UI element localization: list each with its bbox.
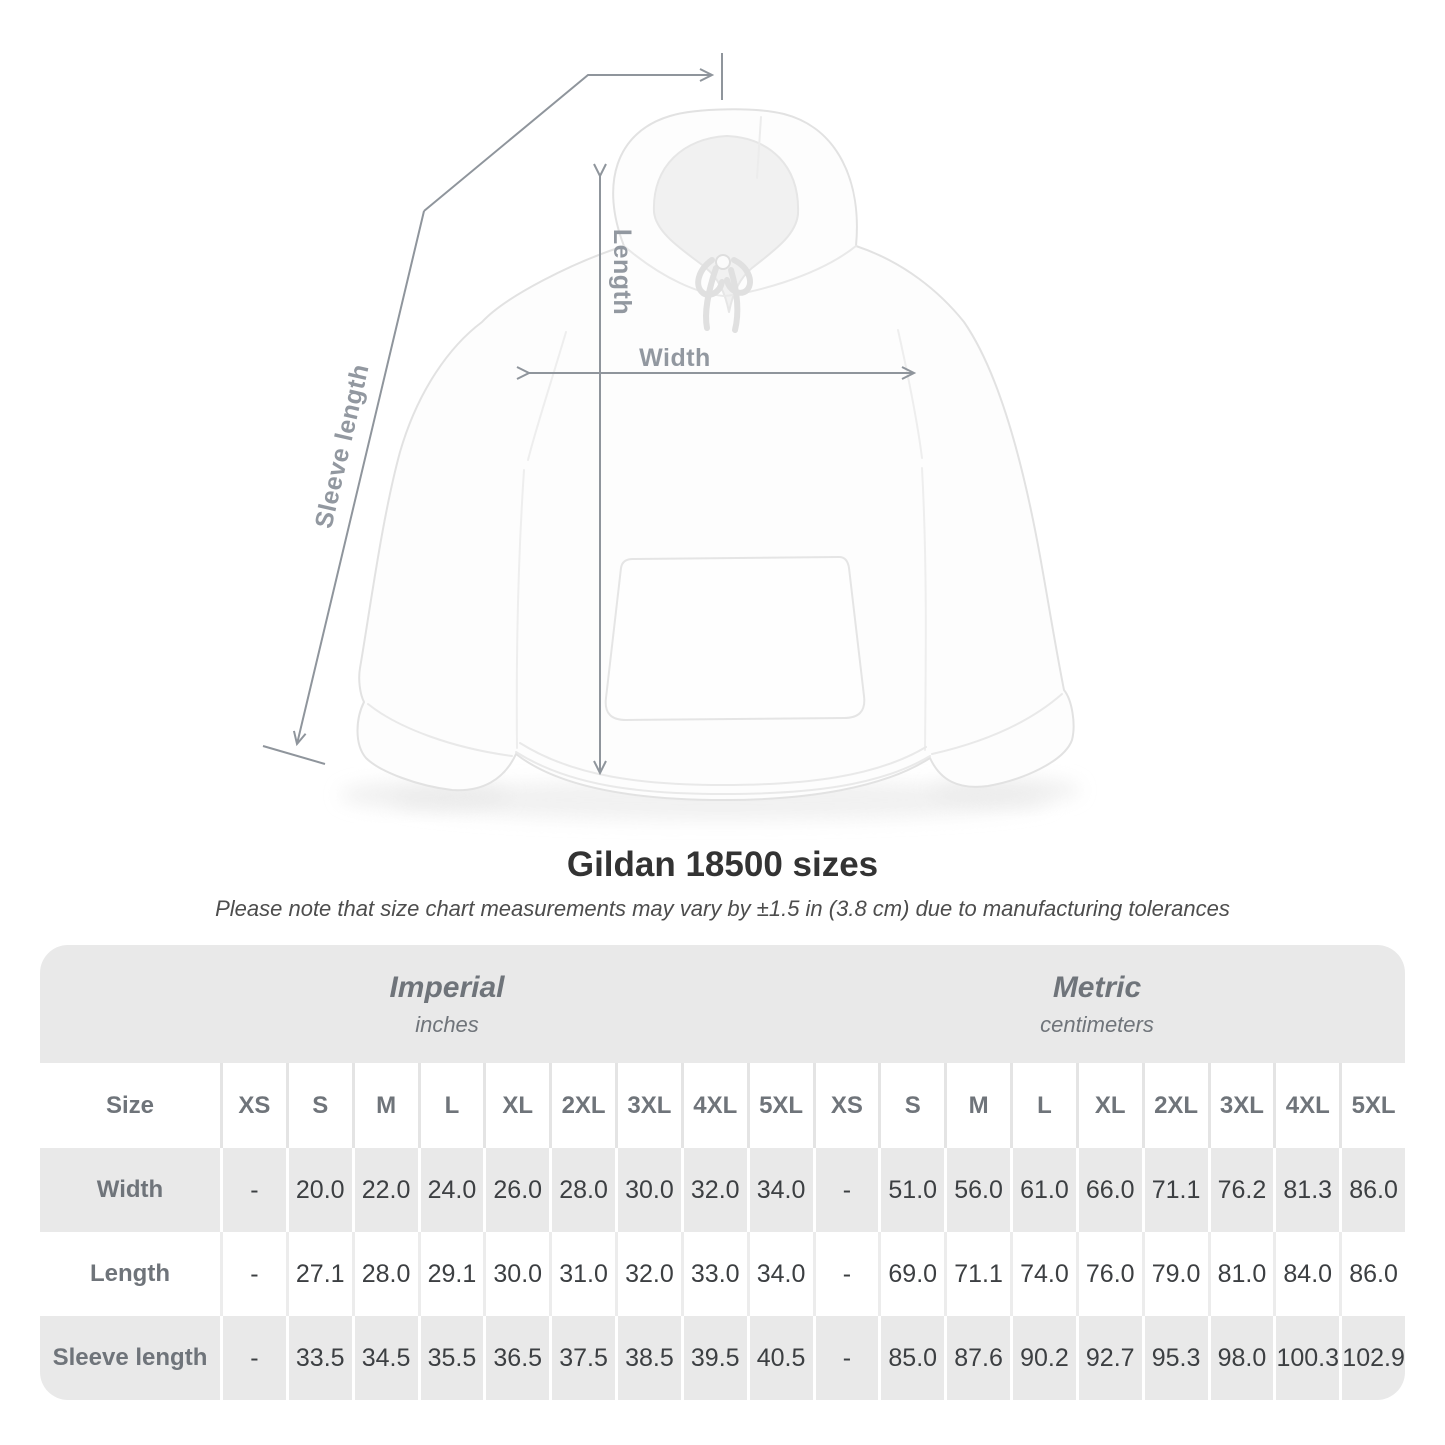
metric-unit: centimeters xyxy=(1040,1011,1154,1037)
width-metric-4xl: 81.3 xyxy=(1273,1148,1339,1232)
sleeve-end-tick xyxy=(263,746,325,764)
sleeve-metric-5xl: 102.9 xyxy=(1339,1316,1405,1400)
sleeve-imperial-s: 33.5 xyxy=(286,1316,352,1400)
hoodie-illustration xyxy=(358,109,1074,800)
imperial-label: Imperial xyxy=(389,970,505,1004)
width-imperial-xs: - xyxy=(220,1148,286,1232)
length-imperial-s: 27.1 xyxy=(286,1232,352,1316)
length-imperial-xs: - xyxy=(220,1232,286,1316)
size-header-imperial-xs: XS xyxy=(220,1063,286,1148)
length-label: Length xyxy=(608,228,636,316)
width-imperial-l: 24.0 xyxy=(418,1148,484,1232)
length-imperial-4xl: 33.0 xyxy=(681,1232,747,1316)
table-row-length xyxy=(40,1232,1405,1316)
imperial-group-header xyxy=(389,945,504,1063)
sleeve-imperial-4xl: 39.5 xyxy=(681,1316,747,1400)
size-header-imperial-2xl: 2XL xyxy=(549,1063,615,1148)
sleeve-imperial-2xl: 37.5 xyxy=(549,1316,615,1400)
length-metric-4xl: 84.0 xyxy=(1273,1232,1339,1316)
width-imperial-5xl: 34.0 xyxy=(747,1148,813,1232)
size-header-imperial-3xl: 3XL xyxy=(615,1063,681,1148)
size-header-metric-5xl: 5XL xyxy=(1339,1063,1405,1148)
metric-group-header xyxy=(1040,945,1154,1063)
sleeve-imperial-5xl: 40.5 xyxy=(747,1316,813,1400)
width-metric-m: 56.0 xyxy=(944,1148,1010,1232)
width-imperial-xl: 26.0 xyxy=(483,1148,549,1232)
imperial-unit: inches xyxy=(415,1011,479,1037)
length-metric-3xl: 81.0 xyxy=(1208,1232,1274,1316)
row-label: Width xyxy=(96,1176,164,1203)
length-imperial-xl: 30.0 xyxy=(483,1232,549,1316)
size-header-metric-l: L xyxy=(1010,1063,1076,1148)
tolerance-note: Please note that size chart measurements may vary by ±1.5 in (3.8 cm) due to manufacturing tolerances xyxy=(215,896,1230,921)
length-metric-l: 74.0 xyxy=(1010,1232,1076,1316)
width-label: Width xyxy=(639,344,711,372)
size-col-header: Size xyxy=(105,1091,155,1119)
size-header-metric-s: S xyxy=(878,1063,944,1148)
width-imperial-4xl: 32.0 xyxy=(681,1148,747,1232)
length-metric-5xl: 86.0 xyxy=(1339,1232,1405,1316)
sleeve-imperial-xs: - xyxy=(220,1316,286,1400)
length-metric-m: 71.1 xyxy=(944,1232,1010,1316)
size-header-metric-4xl: 4XL xyxy=(1273,1063,1339,1148)
page-title: Gildan 18500 sizes xyxy=(566,845,879,884)
width-metric-l: 61.0 xyxy=(1010,1148,1076,1232)
size-header-imperial-4xl: 4XL xyxy=(681,1063,747,1148)
sleeve-metric-xl: 92.7 xyxy=(1076,1316,1142,1400)
table-row-width xyxy=(40,1148,1405,1232)
size-header-metric-xs: XS xyxy=(813,1063,879,1148)
sleeve-imperial-l: 35.5 xyxy=(418,1316,484,1400)
size-header-metric-3xl: 3XL xyxy=(1208,1063,1274,1148)
sleeve-imperial-3xl: 38.5 xyxy=(615,1316,681,1400)
size-header-imperial-m: M xyxy=(352,1063,418,1148)
size-header-metric-xl: XL xyxy=(1076,1063,1142,1148)
width-imperial-3xl: 30.0 xyxy=(615,1148,681,1232)
width-imperial-s: 20.0 xyxy=(286,1148,352,1232)
size-header-row xyxy=(40,1063,1405,1148)
width-metric-3xl: 76.2 xyxy=(1208,1148,1274,1232)
sleeve-metric-l: 90.2 xyxy=(1010,1316,1076,1400)
length-imperial-3xl: 32.0 xyxy=(615,1232,681,1316)
width-imperial-m: 22.0 xyxy=(352,1148,418,1232)
size-header-imperial-s: S xyxy=(286,1063,352,1148)
size-header-metric-2xl: 2XL xyxy=(1142,1063,1208,1148)
sleeve-length-label: Sleeve length xyxy=(309,361,375,532)
sleeve-metric-4xl: 100.3 xyxy=(1273,1316,1339,1400)
kangaroo-pocket xyxy=(606,557,865,720)
width-metric-2xl: 71.1 xyxy=(1142,1148,1208,1232)
metric-label: Metric xyxy=(1052,970,1142,1004)
width-metric-xl: 66.0 xyxy=(1076,1148,1142,1232)
sleeve-metric-2xl: 95.3 xyxy=(1142,1316,1208,1400)
width-metric-xs: - xyxy=(813,1148,879,1232)
length-metric-s: 69.0 xyxy=(878,1232,944,1316)
sleeve-metric-3xl: 98.0 xyxy=(1208,1316,1274,1400)
length-metric-2xl: 79.0 xyxy=(1142,1232,1208,1316)
width-metric-s: 51.0 xyxy=(878,1148,944,1232)
length-imperial-2xl: 31.0 xyxy=(549,1232,615,1316)
length-metric-xl: 76.0 xyxy=(1076,1232,1142,1316)
size-header-metric-m: M xyxy=(944,1063,1010,1148)
length-imperial-m: 28.0 xyxy=(352,1232,418,1316)
sleeve-imperial-xl: 36.5 xyxy=(483,1316,549,1400)
sleeve-metric-m: 87.6 xyxy=(944,1316,1010,1400)
size-header-imperial-5xl: 5XL xyxy=(747,1063,813,1148)
width-imperial-2xl: 28.0 xyxy=(549,1148,615,1232)
row-label: Sleeve length xyxy=(52,1344,208,1371)
size-header-imperial-xl: XL xyxy=(483,1063,549,1148)
size-header-imperial-l: L xyxy=(418,1063,484,1148)
unit-band xyxy=(40,945,1405,1063)
width-metric-5xl: 86.0 xyxy=(1339,1148,1405,1232)
sleeve-metric-xs: - xyxy=(813,1316,879,1400)
length-imperial-l: 29.1 xyxy=(418,1232,484,1316)
row-label: Length xyxy=(90,1260,170,1287)
sleeve-imperial-m: 34.5 xyxy=(352,1316,418,1400)
sleeve-metric-s: 85.0 xyxy=(878,1316,944,1400)
size-table xyxy=(40,945,1405,1400)
length-metric-xs: - xyxy=(813,1232,879,1316)
length-imperial-5xl: 34.0 xyxy=(747,1232,813,1316)
table-row-sleeve-length xyxy=(40,1316,1405,1400)
